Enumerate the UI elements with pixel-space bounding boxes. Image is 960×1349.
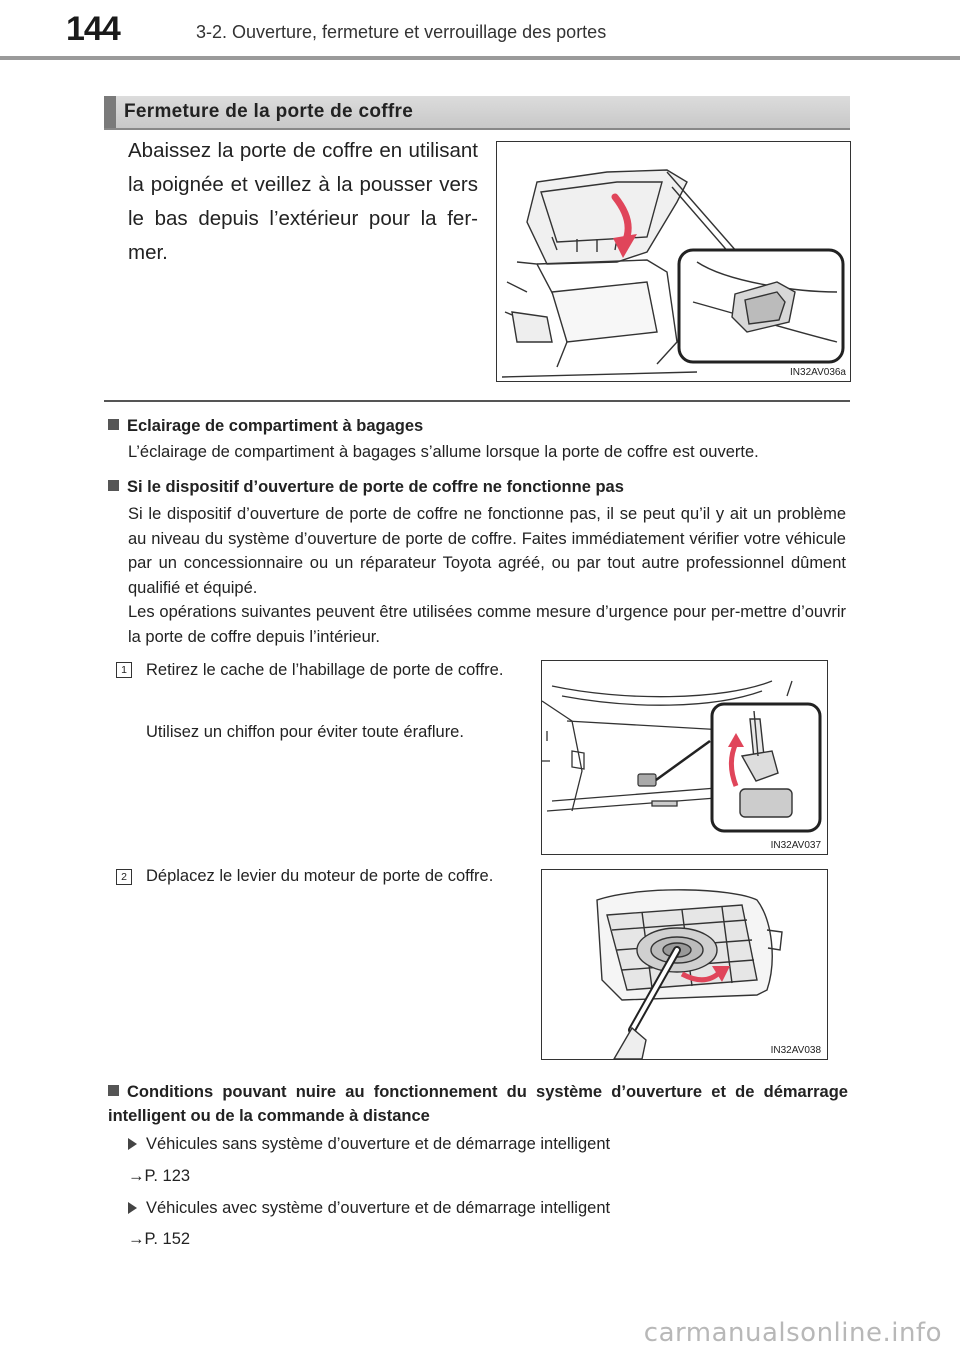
condition-item-1: Véhicules sans système d’ouverture et de démarrage intelligent bbox=[128, 1132, 610, 1156]
step-subtext-1: Utilisez un chiffon pour éviter toute éraflure. bbox=[146, 723, 464, 741]
condition-item-2: Véhicules avec système d’ouverture et de démarrage intelligent bbox=[128, 1196, 610, 1220]
page-reference-2: →P. 152 bbox=[128, 1230, 191, 1248]
page-number: 144 bbox=[66, 10, 120, 48]
figure-move-lever bbox=[541, 869, 828, 1060]
tailgate-illustration bbox=[497, 142, 850, 381]
page-reference-1: →P. 123 bbox=[128, 1167, 191, 1185]
square-bullet-icon bbox=[108, 480, 119, 491]
figure-remove-cover bbox=[541, 660, 828, 855]
step-number-2: 2 bbox=[116, 869, 132, 885]
header-rule bbox=[0, 56, 960, 60]
figure-code-3: IN32AV038 bbox=[770, 1045, 821, 1056]
step-text-1: Retirez le cache de l’habillage de porte de coffre. bbox=[146, 661, 504, 679]
section-divider bbox=[104, 400, 850, 402]
figure-code-2: IN32AV037 bbox=[770, 840, 821, 851]
square-bullet-icon bbox=[108, 419, 119, 430]
figure-tailgate-closing bbox=[496, 141, 851, 382]
chapter-title: 3-2. Ouverture, fermeture et verrouillage des portes bbox=[196, 22, 607, 42]
note-heading-conditions: Conditions pouvant nuire au fonctionnement du système d’ouverture et de démarrage intelligent ou de la commande à distance bbox=[108, 1083, 848, 1125]
watermark: carmanualsonline.info bbox=[643, 1318, 942, 1348]
triangle-bullet-icon bbox=[128, 1202, 137, 1214]
triangle-bullet-icon bbox=[128, 1138, 137, 1150]
figure-code-1: IN32AV036a bbox=[790, 367, 846, 378]
step-text-2: Déplacez le levier du moteur de porte de coffre. bbox=[146, 867, 494, 885]
section-marker bbox=[104, 96, 116, 128]
note-heading-failure: Si le dispositif d’ouverture de porte de coffre ne fonctionne pas bbox=[108, 475, 624, 499]
step-number-1: 1 bbox=[116, 662, 132, 678]
move-lever-illustration bbox=[542, 870, 827, 1059]
note-body-failure: Si le dispositif d’ouverture de porte de coffre ne fonctionne pas, il se peut qu’il y ait un problème au niveau du système d’ouverture de porte de coffre. Faites immédiatement vérifier votre véhicule par un concessionnaire ou un réparateur Toyota agréé, ou par tout autre professionnel dûment qualifié et équipé. bbox=[128, 505, 846, 597]
note-heading-lighting: Eclairage de compartiment à bagages bbox=[108, 414, 423, 438]
section-title: Fermeture de la porte de coffre bbox=[124, 101, 414, 122]
note-body-lighting: L’éclairage de compartiment à bagages s’allume lorsque la porte de coffre est ouverte. bbox=[128, 443, 759, 461]
square-bullet-icon bbox=[108, 1085, 119, 1096]
intro-paragraph: Abaissez la porte de coffre en utilisant la poignée et veillez à la pousser vers le bas depuis l’extérieur pour la fer-mer. bbox=[128, 139, 478, 264]
section-title-bar bbox=[104, 96, 850, 130]
note-body-emergency: Les opérations suivantes peuvent être utilisées comme mesure d’urgence pour per-mettre d’ouvrir la porte de coffre depuis l’intérieur. bbox=[128, 603, 846, 646]
remove-cover-illustration bbox=[542, 661, 827, 854]
